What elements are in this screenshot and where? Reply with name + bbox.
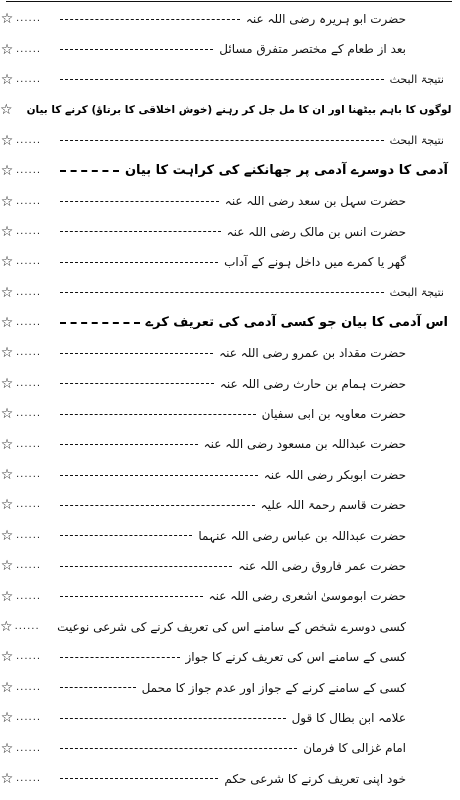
page-number-dots: ...... [16, 135, 42, 146]
star-icon: ☆ [0, 467, 14, 484]
dashed-leader [60, 718, 286, 719]
star-icon: ☆ [0, 649, 14, 666]
toc-entry-title: حضرت مقداد بن عمرو رضی اللہ عنہ [219, 346, 406, 361]
toc-entry[interactable] [0, 703, 460, 733]
dashed-leader [60, 19, 240, 20]
toc-entry[interactable] [0, 460, 460, 490]
toc-entry[interactable] [0, 642, 460, 672]
toc-entry-title: خود اپنی تعریف کرنے کا شرعی حکم [224, 771, 406, 786]
toc-entry-title: حضرت ابو ہریرہ رضی اللہ عنہ [245, 12, 406, 26]
toc-entry-title: گھر یا کمرے میں داخل ہونے کے آداب [224, 255, 406, 270]
toc-entry[interactable] [0, 551, 460, 581]
toc-entry-title: حضرت عبداللہ بن عباس رضی اللہ عنہما [198, 528, 406, 543]
toc-entry[interactable] [0, 490, 460, 520]
toc-entry[interactable] [0, 65, 460, 95]
star-icon: ☆ [0, 132, 14, 149]
toc-entry-title: نتیجۃ البحث [389, 134, 444, 148]
toc-entry[interactable] [0, 521, 460, 551]
toc-entry[interactable] [0, 278, 460, 308]
dashed-leader [60, 444, 198, 445]
toc-entry[interactable] [0, 429, 460, 459]
star-icon: ☆ [0, 345, 14, 362]
star-icon: ☆ [0, 102, 13, 119]
dashed-leader [60, 201, 219, 202]
dashed-leader [60, 231, 221, 232]
toc-entry-title: لوگوں کا باہم بیٹھنا اور ان کا مل جل کر رہنے (خوش اخلاقی کا برتاؤ) کرنے کا بیان [26, 104, 452, 117]
star-icon: ☆ [0, 740, 14, 757]
page-number-dots: ...... [16, 439, 42, 450]
toc-entry-title: حضرت سہل بن سعد رضی اللہ عنہ [224, 194, 406, 209]
page-number-dots: ...... [16, 561, 42, 572]
star-icon: ☆ [0, 588, 14, 605]
page-number-dots: ...... [16, 773, 42, 784]
star-icon: ☆ [0, 619, 13, 635]
dashed-leader [60, 322, 140, 324]
toc-entry-title: امام غزالی کا فرمان [303, 741, 406, 756]
toc-entry[interactable] [0, 612, 460, 642]
toc-entry[interactable] [0, 733, 460, 763]
star-icon: ☆ [0, 223, 14, 240]
page-number-dots: ...... [16, 378, 42, 389]
toc-entry[interactable] [0, 369, 460, 399]
toc-entry-title: علامہ ابن بطال کا قول [291, 710, 406, 725]
dashed-leader [60, 687, 136, 688]
page-number-dots: ...... [16, 287, 42, 298]
toc-entry[interactable] [0, 581, 460, 611]
dashed-leader [60, 79, 384, 80]
toc-entry-title: کسی کے سامنے کرنے کے جواز اور عدم جواز کا محمل [141, 680, 406, 695]
dashed-leader [60, 140, 384, 141]
toc-entry-title: حضرت انس بن مالک رضی اللہ عنہ [226, 224, 406, 239]
page-number-dots: ...... [16, 409, 42, 420]
dashed-leader [60, 49, 213, 50]
star-icon: ☆ [0, 679, 14, 696]
dashed-leader [60, 383, 214, 384]
toc-entry-title: حضرت ابوموسیٰ اشعری رضی اللہ عنہ [208, 589, 406, 604]
page-number-dots: ...... [16, 713, 42, 724]
toc-entry[interactable] [0, 186, 460, 216]
star-icon: ☆ [0, 11, 14, 28]
dashed-leader [60, 566, 232, 567]
toc-entry[interactable] [0, 4, 460, 34]
star-icon: ☆ [0, 558, 14, 575]
star-icon: ☆ [0, 406, 14, 423]
star-icon: ☆ [0, 315, 14, 332]
star-icon: ☆ [0, 71, 14, 88]
page-number-dots: ...... [16, 500, 42, 511]
dashed-leader [60, 262, 218, 263]
toc-entry[interactable] [0, 217, 460, 247]
toc-entry-title: حضرت عمر فاروق رضی اللہ عنہ [238, 559, 406, 574]
toc-entry-title: نتیجۃ البحث [389, 73, 444, 87]
star-icon: ☆ [0, 163, 14, 180]
toc-entry-title: آدمی کا دوسرے آدمی پر جھانکنے کی کراہت کا بیان [124, 163, 448, 179]
page-number-dots: ...... [16, 470, 42, 481]
star-icon: ☆ [0, 436, 14, 453]
dashed-leader [60, 748, 297, 749]
toc-entry[interactable] [0, 399, 460, 429]
dashed-leader [60, 596, 203, 597]
star-icon: ☆ [0, 497, 14, 514]
toc-entry[interactable] [0, 338, 460, 368]
dashed-leader [60, 353, 213, 354]
dashed-leader [60, 170, 119, 172]
dashed-leader [60, 414, 256, 415]
toc-entry-title: نتیجۃ البحث [389, 286, 444, 300]
toc-entry[interactable] [0, 308, 460, 338]
star-icon: ☆ [0, 710, 14, 727]
page-number-dots: ...... [16, 348, 42, 359]
toc-entry-title: کسی کے سامنے اس کی تعریف کرنے کا جواز [185, 650, 406, 665]
page-number-dots: ...... [16, 682, 42, 693]
toc-entry-title: حضرت ہمام بن حارث رضی اللہ عنہ [219, 376, 406, 391]
page-number-dots: ...... [16, 530, 42, 541]
toc-entry[interactable] [0, 95, 460, 125]
page-number-dots: ...... [16, 226, 42, 237]
page-number-dots: ...... [16, 318, 42, 329]
toc-entry[interactable] [0, 156, 460, 186]
dashed-leader [60, 657, 180, 658]
page-number-dots: ...... [16, 166, 42, 177]
star-icon: ☆ [0, 41, 14, 58]
page-number-dots: ...... [16, 743, 42, 754]
toc-entry[interactable] [0, 673, 460, 703]
page-number-dots: ...... [16, 196, 42, 207]
page-number-dots: ...... [16, 44, 42, 55]
toc-entry-title: کسی دوسرے شخص کے سامنے اس کی تعریف کرنے کی شرعی نوعیت [57, 619, 406, 634]
star-icon: ☆ [0, 254, 14, 271]
page-number-dots: ...... [16, 74, 42, 85]
toc-entry-title: حضرت ابوبکر رضی اللہ عنہ [263, 467, 406, 482]
star-icon: ☆ [0, 375, 14, 392]
dashed-leader [60, 535, 192, 536]
toc-entry-title: حضرت قاسم رحمۃ اللہ علیہ [260, 498, 406, 513]
toc-entry-title: اس آدمی کا بیان جو کسی آدمی کی تعریف کرے [145, 315, 448, 331]
dashed-leader [60, 505, 255, 506]
toc-entry[interactable] [0, 764, 460, 794]
toc-entry[interactable] [0, 247, 460, 277]
page-number-dots: ...... [16, 14, 42, 25]
toc-entry[interactable] [0, 126, 460, 156]
dashed-leader [60, 475, 258, 476]
star-icon: ☆ [0, 527, 14, 544]
toc-entry-title: بعد از طعام کے مختصر متفرق مسائل [219, 42, 406, 57]
dashed-leader [60, 778, 218, 779]
toc-entry[interactable] [0, 34, 460, 64]
dashed-leader [60, 292, 384, 293]
page-number-dots: ...... [16, 257, 42, 268]
star-icon: ☆ [0, 770, 14, 787]
page-number-dots: ...... [14, 622, 40, 632]
top-rule [6, 1, 452, 2]
star-icon: ☆ [0, 193, 14, 210]
toc-entry-title: حضرت معاویہ بن ابی سفیان [261, 407, 406, 422]
table-of-contents [0, 4, 460, 794]
page-number-dots: ...... [16, 591, 42, 602]
page-number-dots: ...... [16, 652, 42, 663]
star-icon: ☆ [0, 284, 14, 301]
toc-entry-title: حضرت عبداللہ بن مسعود رضی اللہ عنہ [203, 437, 406, 452]
